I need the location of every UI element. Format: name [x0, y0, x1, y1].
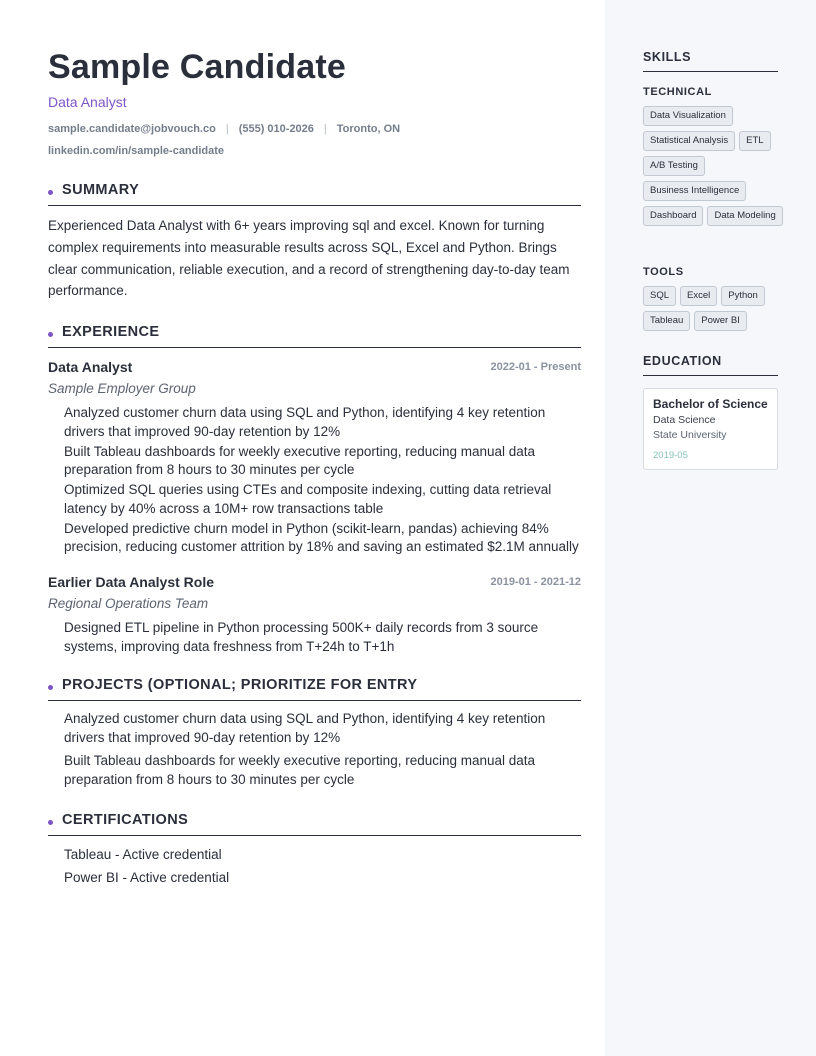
education-degree: Bachelor of Science [653, 397, 768, 411]
list-item: Power BI - Active credential [64, 870, 230, 885]
tool-skill-chips [643, 286, 783, 331]
list-item: Developed predictive churn model in Python (scikit-learn, pandas) achieving 84% precision, reducing customer attrition by 18% and saving an estimated $2.1M annually [64, 520, 579, 554]
skill-chip: Data Modeling [707, 206, 782, 226]
section-header-experience [48, 324, 581, 348]
section-header-projects [48, 677, 581, 701]
sidebar-header-skills [643, 50, 778, 72]
summary-text: Experienced Data Analyst with 6+ years improving sql and excel. Known for turning complex requirements into measurable results across SQL, Excel and Python. Brings clear communication, reliable execution, and a record of strengthening day-to-day team performance. [48, 218, 570, 299]
education-card [643, 388, 778, 470]
job-dates: 2019-01 - 2021-12 [490, 576, 581, 588]
job-company: Sample Employer Group [48, 381, 196, 396]
education-school: State University [653, 429, 727, 441]
education-date: 2019-05 [653, 450, 688, 461]
section-title: SUMMARY [62, 182, 140, 198]
list-item: Designed ETL pipeline in Python processing 500K+ daily records from 3 source systems, improving data freshness from T+24h to T+1h [64, 620, 539, 654]
job-title: Data Analyst [48, 359, 133, 375]
list-item: Built Tableau dashboards for weekly executive reporting, reducing manual data preparation from 8 hours to 30 minutes per cycle [64, 443, 536, 477]
list-item: Built Tableau dashboards for weekly executive reporting, reducing manual data preparation from 8 hours to 30 minutes per cycle [64, 753, 536, 787]
contact-separator: | [225, 123, 229, 135]
contact-separator: | [323, 123, 327, 135]
skills-subheading-tools: TOOLS [643, 266, 684, 278]
sidebar-title: EDUCATION [643, 354, 722, 368]
bullet-dot-icon [48, 190, 53, 195]
sidebar-header-education [643, 354, 778, 376]
skill-chip: Tableau [643, 311, 690, 331]
candidate-role: Data Analyst [48, 94, 127, 110]
skill-chip: Excel [680, 286, 717, 306]
contact-line [48, 123, 400, 135]
job-bullets [64, 619, 581, 658]
skill-chip: Python [721, 286, 765, 306]
certification-list [64, 843, 229, 889]
contact-email[interactable]: sample.candidate@jobvouch.co [48, 123, 216, 135]
list-item: Optimized SQL queries using CTEs and composite indexing, cutting data retrieval latency by 40% across a 10M+ row transactions table [64, 482, 552, 516]
section-header-certifications [48, 812, 581, 836]
contact-linkedin[interactable]: linkedin.com/in/sample-candidate [48, 145, 225, 157]
skill-chip: Dashboard [643, 206, 703, 226]
skill-chip: Statistical Analysis [643, 131, 735, 151]
candidate-name: Sample Candidate [48, 48, 346, 86]
section-title: EXPERIENCE [62, 324, 160, 340]
bullet-dot-icon [48, 332, 53, 337]
section-header-summary [48, 182, 581, 206]
job-company: Regional Operations Team [48, 596, 209, 611]
job-title: Earlier Data Analyst Role [48, 574, 214, 590]
project-bullets [64, 710, 581, 791]
job-dates: 2022-01 - Present [490, 361, 581, 373]
bullet-dot-icon [48, 685, 53, 690]
list-item: Analyzed customer churn data using SQL and Python, identifying 4 key retention drivers that improved 90-day retention by 12% [64, 405, 546, 439]
skills-subheading-technical: TECHNICAL [643, 86, 712, 98]
section-title: PROJECTS (OPTIONAL; PRIORITIZE FOR ENTRY [62, 677, 418, 693]
skill-chip: Power BI [694, 311, 747, 331]
skill-chip: Business Intelligence [643, 181, 746, 201]
education-field: Data Science [653, 414, 716, 426]
sidebar-title: SKILLS [643, 50, 692, 64]
skill-chip: A/B Testing [643, 156, 705, 176]
skill-chip: SQL [643, 286, 676, 306]
job-bullets [64, 404, 581, 558]
skill-chip: ETL [739, 131, 770, 151]
contact-location: Toronto, ON [336, 123, 401, 135]
skill-chip: Data Visualization [643, 106, 733, 126]
bullet-dot-icon [48, 820, 53, 825]
contact-phone[interactable]: (555) 010-2026 [238, 123, 314, 135]
technical-skill-chips [643, 106, 783, 226]
list-item: Tableau - Active credential [64, 847, 222, 862]
section-title: CERTIFICATIONS [62, 812, 189, 828]
list-item: Analyzed customer churn data using SQL and Python, identifying 4 key retention drivers that improved 90-day retention by 12% [64, 711, 546, 745]
